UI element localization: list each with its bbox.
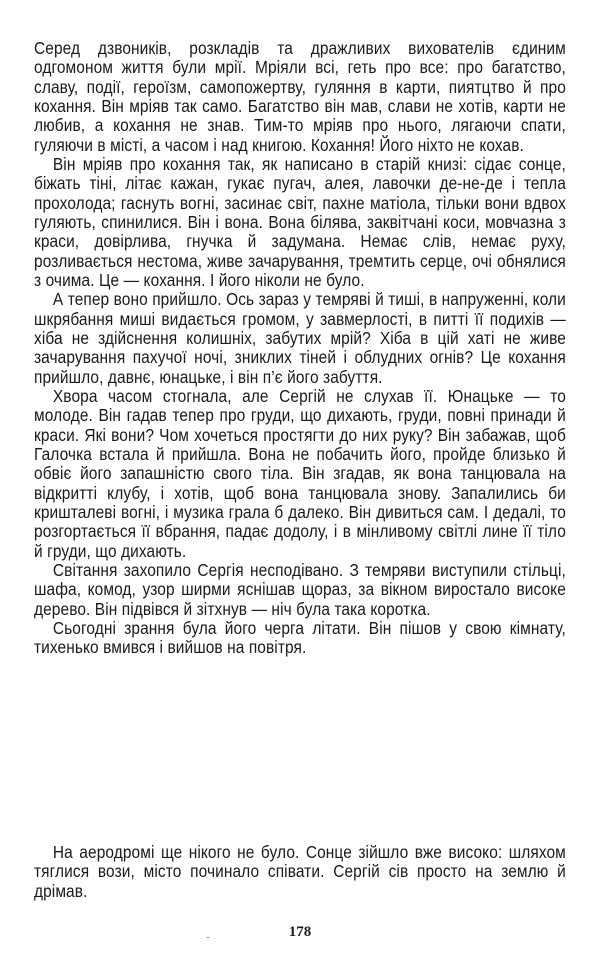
paragraph-aerodrome: На аеродромі ще нікого не було. Сонце зійшло вже високо: шляхом тяглися вози, місто починало співати. Сергій сів просто на землю й дрімав. <box>34 842 566 901</box>
paragraph-love-arrived: А тепер воно прийшло. Ось зараз у темряві й тиші, в напруженні, коли шкрябання миші видається громом, у завмерлості, в питті її подихів — хіба не здійснення колишніх, забутих мрій? Хіба в цій хаті не живе зачарування пахучої ночі, зниклих тіней і облудних огнів? Це кохання прийшло, давнє, юнацьке, і він п’є його забуття. <box>34 289 566 387</box>
paragraph-flying-turn: Сьогодні зрання була його черга літати. Він пішов у свою кімнату, тихенько вмився і вийшов на повітря. <box>34 617 566 658</box>
paragraph-galochka: Хвора часом стогнала, але Сергій не слухав її. Юнацьке — то молоде. Він гадав тепер про груди, що дихають, груди, повні принади й краси. Які вони? Чом хочеться простягти до них руку? Він забажав, щоб Галочка встала й прийшла. Вона не побачить його, пройде близько й обвіє його запашністю свого тіла. Він згадав, як вона танцювала на відкритті клубу, і хотів, щоб вона танцювала знову. Запалились би кришталеві вогні, і музика грала б далеко. Він дивиться сам. І дедалі, то розгортається її вбрання, падає додолу, і в мінливому світлі лине її тіло й груди, що дихають. <box>34 385 566 561</box>
page-number: 178 <box>288 924 312 940</box>
paragraph-dawn: Світання захопило Сергія несподівано. З темряви виступили стільці, шафа, комод, узор ширми яснішав щораз, за вікном виростало високе дерево. Він підвівся й зітхнув — ніч була така коротка. <box>34 559 566 619</box>
paragraph-love-dream: Він мріяв про кохання так, як написано в старій книзі: сідає сонце, біжать тіні, літає кажан, гукає пугач, алея, лавочки де-не-де і тепла прохолода; гаснуть вогні, засинає світ, пахне матіола, тільки вони вдвох гуляють, спинилися. Він і вона. Вона білява, заквітчані коси, мовчазна з краси, довірлива, гнучка й задумана. Немає слів, немає руху, розливається нестома, живе зачарування, тремтить серце, очі обнялися з очима. Це — кохання. І його ніколи не було. <box>34 153 566 290</box>
main-text-section <box>34 39 566 658</box>
final-text-section <box>34 843 566 901</box>
paragraph-dreams: Серед дзвоників, розкладів та дражливих вихователів єдиним одгомоном життя були мрії. Мріяли всі, геть про все: про багатство, славу, події, героїзм, самопожертву, гуляння в карти, пиятцтво й про кохання. Він мріяв так само. Багатство він мав, слави не хотів, карти не любив, а кохання не знав. Тим-то мріяв про нього, лягаючи спати, гуляючи в місті, а часом і над книгою. Кохання! Його ніхто не кохав. <box>34 38 566 155</box>
